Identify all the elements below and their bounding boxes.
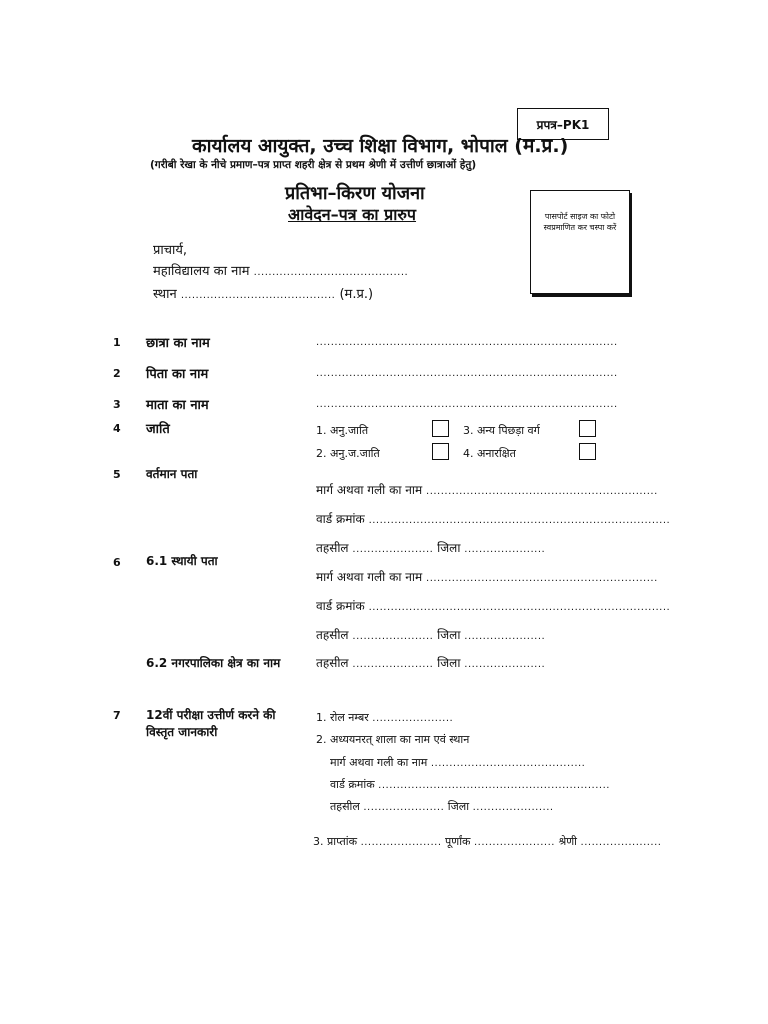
current-street-label: मार्ग अथवा गली का नाम bbox=[316, 483, 423, 497]
office-title: कार्यालय आयुक्त, उच्च शिक्षा विभाग, भोपाल (म.प्र.) bbox=[192, 135, 569, 157]
principal-label: प्राचार्य, bbox=[153, 243, 188, 258]
school-street-field[interactable]: .......................................... bbox=[430, 758, 586, 769]
school-district-field[interactable]: ...................... bbox=[472, 802, 554, 813]
father-name-label: पिता का नाम bbox=[146, 367, 209, 382]
college-name-field[interactable]: .......................................... bbox=[253, 267, 409, 278]
mother-name-label: माता का नाम bbox=[146, 398, 209, 413]
place-label: स्थान bbox=[153, 287, 177, 302]
current-tehsil-row bbox=[316, 539, 545, 556]
permanent-district-label: जिला bbox=[437, 628, 461, 642]
permanent-ward-row bbox=[316, 597, 670, 614]
school-tehsil-label: तहसील bbox=[330, 800, 360, 813]
exam-details-label-line1: 12वीं परीक्षा उत्तीर्ण करने की bbox=[146, 708, 276, 722]
permanent-district-field[interactable]: ...................... bbox=[464, 631, 546, 642]
caste-option-general-checkbox[interactable] bbox=[579, 443, 596, 460]
current-ward-row bbox=[316, 510, 670, 527]
caste-option-st-label: 2. अनु.ज.जाति bbox=[316, 447, 380, 460]
school-tehsil-row bbox=[330, 799, 554, 814]
caste-option-st-checkbox[interactable] bbox=[432, 443, 449, 460]
permanent-ward-field[interactable]: .................................................................................. bbox=[368, 602, 671, 613]
caste-option-obc-label: 3. अन्य पिछड़ा वर्ग bbox=[463, 424, 540, 437]
permanent-tehsil-field[interactable]: ...................... bbox=[352, 631, 434, 642]
permanent-street-field[interactable]: ............................................................... bbox=[426, 573, 658, 584]
school-street-label: मार्ग अथवा गली का नाम bbox=[330, 756, 428, 769]
college-label: महाविद्यालय का नाम bbox=[153, 264, 250, 279]
municipality-district-field[interactable]: ...................... bbox=[464, 659, 546, 670]
field-7-number: 7 bbox=[113, 709, 121, 722]
marks-row bbox=[313, 834, 661, 849]
school-ward-field[interactable]: ............................................................... bbox=[378, 780, 610, 791]
total-marks-label: पूर्णांक bbox=[445, 835, 471, 848]
field-5-number: 5 bbox=[113, 468, 121, 481]
marks-obtained-field[interactable]: ...................... bbox=[360, 837, 442, 848]
municipality-label: 6.2 नगरपालिका क्षेत्र का नाम bbox=[146, 656, 281, 670]
photo-box bbox=[530, 190, 630, 294]
state-label: (म.प्र.) bbox=[339, 287, 374, 302]
office-subtitle: (गरीबी रेखा के नीचे प्रमाण–पत्र प्राप्त शहरी क्षेत्र से प्रथम श्रेणी में उत्तीर्ण छात्राओं हेतु) bbox=[150, 159, 477, 171]
permanent-tehsil-row bbox=[316, 626, 545, 643]
roll-number-row bbox=[316, 710, 453, 725]
current-district-field[interactable]: ...................... bbox=[464, 544, 546, 555]
municipality-district-label: जिला bbox=[437, 656, 461, 670]
scheme-title: प्रतिभा–किरण योजना bbox=[285, 183, 425, 204]
student-name-label: छात्रा का नाम bbox=[146, 336, 210, 351]
field-4-number: 4 bbox=[113, 422, 121, 435]
marks-obtained-label: 3. प्राप्तांक bbox=[313, 835, 358, 848]
division-field[interactable]: ...................... bbox=[580, 837, 662, 848]
current-address-label: वर्तमान पता bbox=[146, 467, 198, 481]
total-marks-field[interactable]: ...................... bbox=[474, 837, 555, 848]
permanent-address-label: 6.1 स्थायी पता bbox=[146, 554, 218, 568]
current-street-row bbox=[316, 481, 658, 498]
municipality-tehsil-row bbox=[316, 654, 545, 671]
current-ward-label: वार्ड क्रमांक bbox=[316, 512, 365, 526]
current-street-field[interactable]: ............................................................... bbox=[426, 486, 658, 497]
caste-label: जाति bbox=[146, 422, 170, 437]
division-label: श्रेणी bbox=[558, 835, 578, 848]
caste-option-sc-checkbox[interactable] bbox=[432, 420, 449, 437]
municipality-tehsil-field[interactable]: ...................... bbox=[352, 659, 434, 670]
current-district-label: जिला bbox=[437, 541, 461, 555]
current-tehsil-label: तहसील bbox=[316, 541, 349, 555]
school-ward-row bbox=[330, 777, 610, 792]
school-tehsil-field[interactable]: ...................... bbox=[363, 802, 445, 813]
father-name-field[interactable]: .................................................................................. bbox=[316, 368, 618, 379]
roll-number-label: 1. रोल नम्बर bbox=[316, 711, 369, 724]
exam-details-label-line2: विस्तृत जानकारी bbox=[146, 725, 218, 739]
form-format-title: आवेदन–पत्र का प्रारुप bbox=[288, 205, 417, 224]
current-ward-field[interactable]: .................................................................................. bbox=[368, 515, 671, 526]
municipality-tehsil-label: तहसील bbox=[316, 656, 349, 670]
permanent-ward-label: वार्ड क्रमांक bbox=[316, 599, 365, 613]
caste-option-general-label: 4. अनारक्षित bbox=[463, 447, 516, 460]
field-1-number: 1 bbox=[113, 336, 121, 349]
school-name-label: 2. अध्ययनरत् शाला का नाम एवं स्थान bbox=[316, 733, 470, 746]
current-tehsil-field[interactable]: ...................... bbox=[352, 544, 434, 555]
caste-option-obc-checkbox[interactable] bbox=[579, 420, 596, 437]
field-3-number: 3 bbox=[113, 398, 121, 411]
permanent-tehsil-label: तहसील bbox=[316, 628, 349, 642]
roll-number-field[interactable]: ...................... bbox=[372, 713, 454, 724]
form-code: प्रपत्र–PK1 bbox=[536, 117, 590, 132]
field-6-number: 6 bbox=[113, 556, 121, 569]
mother-name-field[interactable]: .................................................................................. bbox=[316, 399, 618, 410]
college-name-row bbox=[153, 261, 408, 279]
caste-option-sc-label: 1. अनु.जाति bbox=[316, 424, 369, 437]
place-row bbox=[153, 284, 373, 302]
photo-box-text: पासपोर्ट साइज का फोटो स्वप्रमाणित कर चस्पा करें bbox=[543, 212, 617, 232]
field-2-number: 2 bbox=[113, 367, 121, 380]
place-field[interactable]: .......................................... bbox=[180, 290, 336, 301]
permanent-street-label: मार्ग अथवा गली का नाम bbox=[316, 570, 423, 584]
school-ward-label: वार्ड क्रमांक bbox=[330, 778, 375, 791]
school-district-label: जिला bbox=[447, 800, 470, 813]
school-street-row bbox=[330, 755, 585, 770]
permanent-street-row bbox=[316, 568, 658, 585]
student-name-field[interactable]: .................................................................................. bbox=[316, 337, 618, 348]
